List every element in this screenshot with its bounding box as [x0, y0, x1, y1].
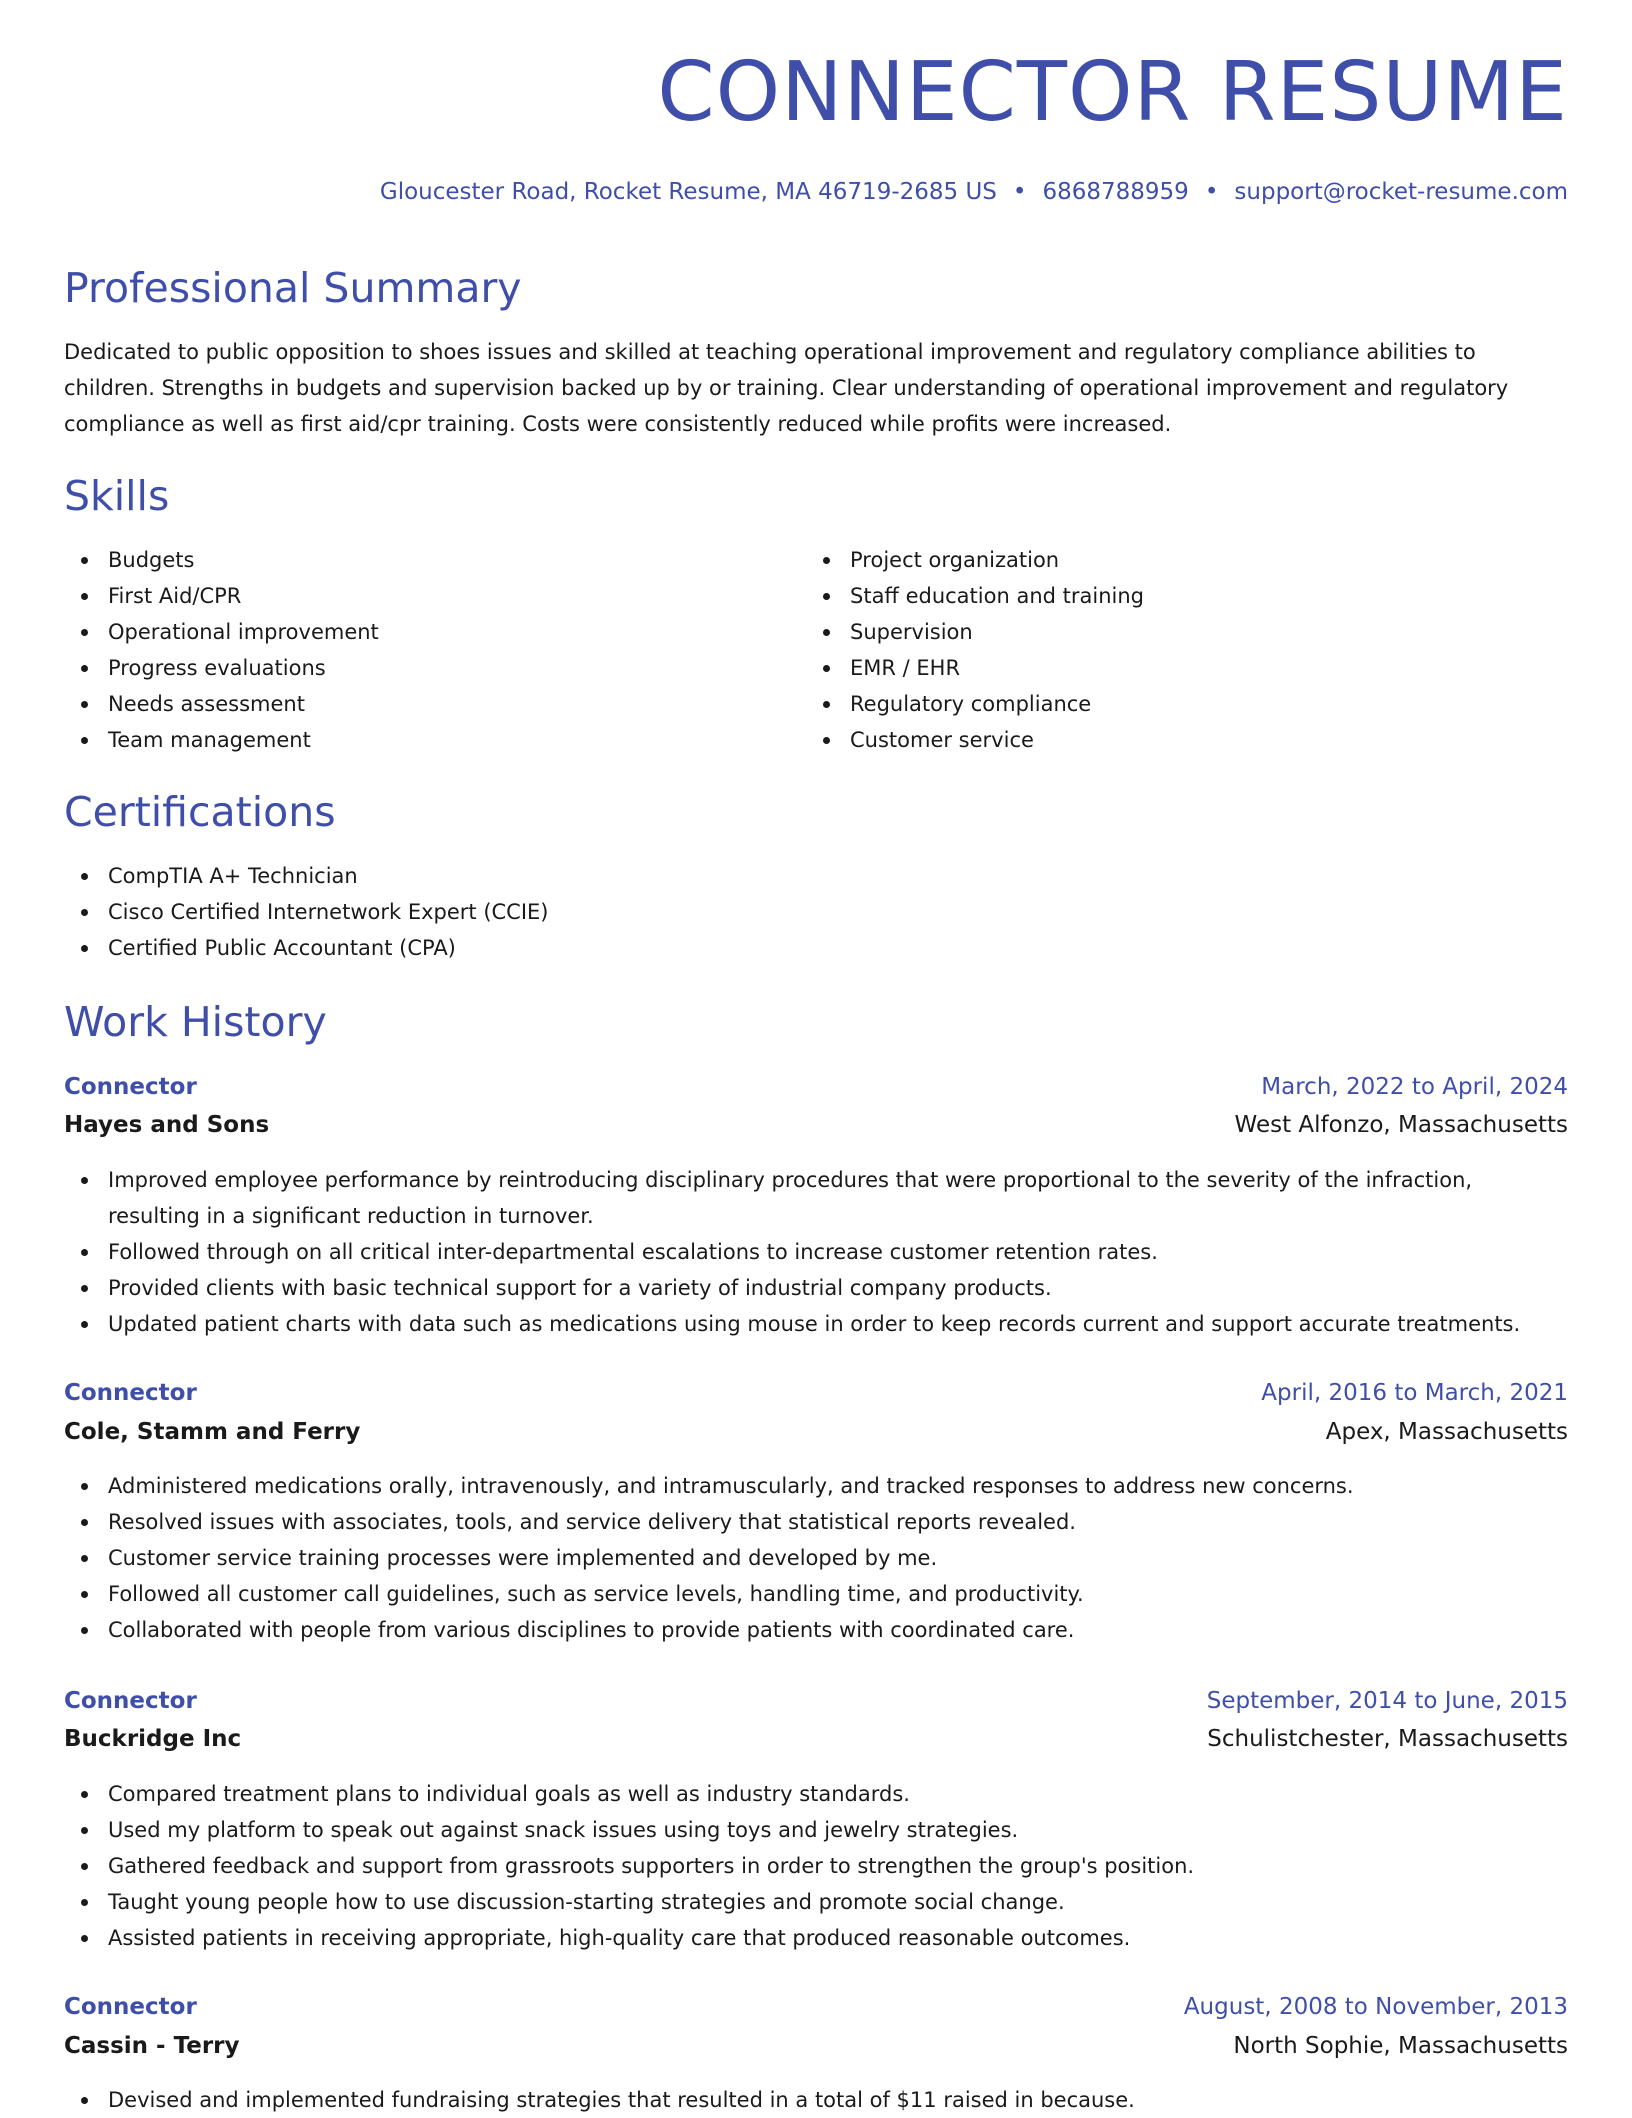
contact-email: support@rocket-resume.com	[1234, 179, 1568, 205]
job-title: Connector	[64, 1380, 197, 1406]
job-duty-item: Administered medications orally, intravenously, and intramuscularly, and tracked responses to address new concerns.	[64, 1468, 1568, 1504]
skill-item: Supervision	[806, 614, 1546, 650]
skills-list-left	[64, 542, 804, 758]
skills-list-right	[806, 542, 1546, 758]
job-duty-item: Used my platform to speak out against snack issues using toys and jewelry strategies.	[64, 1812, 1568, 1848]
job-duty-item: Collaborated with people from various disciplines to provide patients with coordinated care.	[64, 1612, 1568, 1648]
contact-separator: •	[1204, 179, 1219, 205]
section-title-skills: Skills	[64, 472, 170, 520]
section-title-summary: Professional Summary	[64, 264, 522, 312]
job-duty-item: Devised and implemented fundraising strategies that resulted in a total of $11 raised in because.	[64, 2082, 1568, 2118]
skill-item: Customer service	[806, 722, 1546, 758]
job-duties-list	[64, 1162, 1568, 1342]
job-company: Buckridge Inc	[64, 1726, 242, 1752]
job-duty-item: Improved employee performance by reintroducing disciplinary procedures that were proportional to the severity of the infraction, resulting in a significant reduction in turnover.	[64, 1162, 1568, 1234]
job-duty-item: Compared treatment plans to individual goals as well as industry standards.	[64, 1776, 1568, 1812]
job-company: Cole, Stamm and Ferry	[64, 1419, 361, 1445]
job-location: Schulistchester, Massachusetts	[1207, 1726, 1568, 1752]
skill-item: First Aid/CPR	[64, 578, 804, 614]
skill-item: Progress evaluations	[64, 650, 804, 686]
certification-item: CompTIA A+ Technician	[64, 858, 1568, 894]
certification-item: Certified Public Accountant (CPA)	[64, 930, 1568, 966]
job-duty-item: Updated patient charts with data such as medications using mouse in order to keep records current and support accurate treatments.	[64, 1306, 1568, 1342]
job-duties-list	[64, 2082, 1568, 2118]
job-dates: April, 2016 to March, 2021	[1261, 1380, 1568, 1406]
summary-text: Dedicated to public opposition to shoes issues and skilled at teaching operational improvement and regulatory compliance abilities to children. Strengths in budgets and supervision backed up by or training. Clear understanding of operational improvement and regulatory compliance as well as first aid/cpr training. Costs were consistently reduced while profits were increased.	[64, 340, 1509, 436]
job-duty-item: Assisted patients in receiving appropriate, high-quality care that produced reasonable outcomes.	[64, 1920, 1568, 1956]
job-location: North Sophie, Massachusetts	[1233, 2033, 1568, 2059]
job-location: Apex, Massachusetts	[1325, 1419, 1568, 1445]
job-duty-item: Followed through on all critical inter-departmental escalations to increase customer retention rates.	[64, 1234, 1568, 1270]
skill-item: EMR / EHR	[806, 650, 1546, 686]
job-duty-item: Taught young people how to use discussion-starting strategies and promote social change.	[64, 1884, 1568, 1920]
skill-item: Staff education and training	[806, 578, 1546, 614]
contact-phone: 6868788959	[1042, 179, 1189, 205]
section-title-work-history: Work History	[64, 998, 327, 1046]
resume-name: CONNECTOR RESUME	[657, 45, 1568, 140]
job-company: Cassin - Terry	[64, 2033, 240, 2059]
job-title: Connector	[64, 1074, 197, 1100]
job-duty-item: Customer service training processes were implemented and developed by me.	[64, 1540, 1568, 1576]
job-duty-item: Gathered feedback and support from grassroots supporters in order to strengthen the group's position.	[64, 1848, 1568, 1884]
section-title-certifications: Certifications	[64, 788, 336, 836]
skill-item: Team management	[64, 722, 804, 758]
job-title: Connector	[64, 1994, 197, 2020]
job-duty-item: Followed all customer call guidelines, such as service levels, handling time, and productivity.	[64, 1576, 1568, 1612]
job-duty-item: Provided clients with basic technical support for a variety of industrial company products.	[64, 1270, 1568, 1306]
job-dates: March, 2022 to April, 2024	[1261, 1074, 1568, 1100]
job-dates: August, 2008 to November, 2013	[1183, 1994, 1568, 2020]
job-duty-item: Resolved issues with associates, tools, and service delivery that statistical reports revealed.	[64, 1504, 1568, 1540]
job-dates: September, 2014 to June, 2015	[1206, 1688, 1568, 1714]
job-title: Connector	[64, 1688, 197, 1714]
skill-item: Regulatory compliance	[806, 686, 1546, 722]
job-location: West Alfonzo, Massachusetts	[1234, 1112, 1568, 1138]
job-duties-list	[64, 1776, 1568, 1956]
skill-item: Needs assessment	[64, 686, 804, 722]
certifications-list	[64, 858, 1568, 966]
skill-item: Operational improvement	[64, 614, 804, 650]
job-company: Hayes and Sons	[64, 1112, 270, 1138]
contact-address: Gloucester Road, Rocket Resume, MA 46719-2685 US	[379, 179, 997, 205]
skill-item: Project organization	[806, 542, 1546, 578]
contact-separator: •	[1012, 179, 1027, 205]
skill-item: Budgets	[64, 542, 804, 578]
job-duties-list	[64, 1468, 1568, 1648]
contact-line	[380, 181, 1568, 204]
certification-item: Cisco Certified Internetwork Expert (CCIE)	[64, 894, 1568, 930]
